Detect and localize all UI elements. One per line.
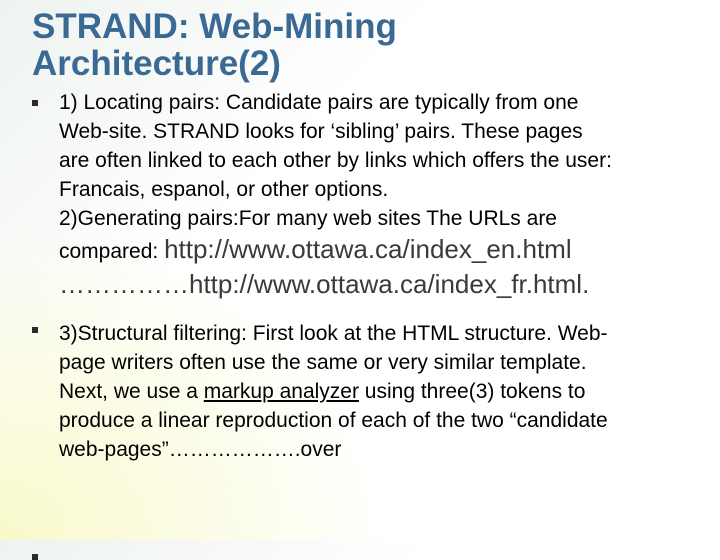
bullet-list [32,88,702,464]
bullet-item-generating-pairs [32,204,702,303]
bullet-1-line-3: are often linked to each other by links which offers the user: [59,149,612,172]
bullet-item-locating-pairs [32,88,702,204]
bullet-3-line-3 [59,377,702,406]
title-line-2: Architecture(2) [32,44,281,83]
bullet-1-line-4: Francais, espanol, or other options. [59,178,389,201]
ellipsis-dots: …………… [59,269,189,299]
bullet-3-line-3-end: using three(3) tokens to [358,380,586,403]
bullet-1-line-2: Web-site. STRAND looks for ‘sibling’ pairs. These pages [59,120,583,143]
url-french: http://www.ottawa.ca/index_fr.html. [189,269,590,299]
title-line-1: STRAND: Web-Mining [32,7,397,46]
url-english: http://www.ottawa.ca/index_en.html [164,234,572,264]
bullet-3-line-2: page writers often use the same or very similar template. [59,351,587,374]
bullet-3-line-3-start: Next, we use a [59,380,204,403]
bullet-3-line-5: web-pages”……………….over [59,438,342,461]
square-bullet-icon [32,554,38,560]
bullet-item-structural-filtering [32,319,702,464]
bullet-1-line-1: 1) Locating pairs: Candidate pairs are typically from one [59,91,579,114]
slide-title [32,8,692,82]
bullet-2-line-1: 2)Generating pairs:For many web sites The URLs are [59,207,557,230]
bullet-2-line-2 [59,233,702,268]
bullet-2-line-3 [59,268,702,303]
markup-analyzer-term: markup analyzer [203,380,359,403]
bullet-3-line-1: 3)Structural filtering: First look at the HTML structure. Web- [59,322,608,345]
bullet-3-line-4: produce a linear reproduction of each of the two “candidate [59,409,608,432]
square-bullet-icon [32,100,38,106]
compared-label: compared: [59,240,165,263]
